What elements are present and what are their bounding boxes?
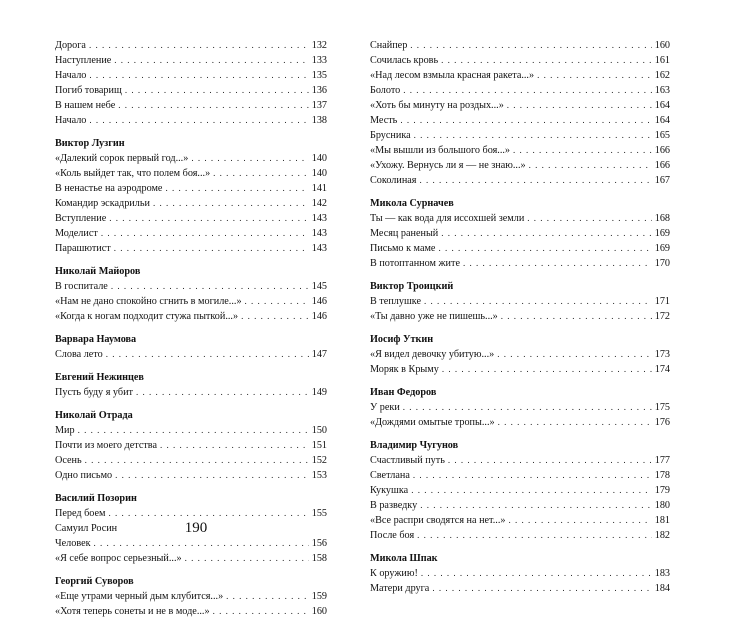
toc-entry <box>370 498 670 513</box>
entry-page-number: 153 <box>311 470 327 481</box>
dot-leader <box>463 256 652 271</box>
dot-leader <box>108 506 308 521</box>
entry-title: «Ты давно уже не пишешь...» <box>370 311 498 322</box>
dot-leader <box>115 468 309 483</box>
toc-entry <box>55 385 327 400</box>
author-section <box>55 332 327 362</box>
toc-entry <box>370 158 670 173</box>
dot-leader <box>191 151 308 166</box>
author-name: Иван Федоров <box>370 387 437 398</box>
toc-entry <box>55 38 327 53</box>
entry-title: Счастливый путь <box>370 455 445 466</box>
toc-entry <box>55 309 327 324</box>
entry-page-number: 182 <box>654 530 670 541</box>
entry-title: «Я себе вопрос серьезный...» <box>55 553 182 564</box>
entry-title: «Хотя теперь сонеты и не в моде...» <box>55 606 210 617</box>
dot-leader <box>241 309 309 324</box>
toc-entry <box>55 468 327 483</box>
toc-entry <box>370 173 670 188</box>
entry-title: Одно письмо <box>55 470 113 481</box>
entry-title: Брусника <box>370 130 411 141</box>
entry-page-number: 136 <box>311 85 327 96</box>
toc-entry <box>55 166 327 181</box>
entry-page-number: 168 <box>654 213 670 224</box>
entry-title: Дорога <box>55 40 86 51</box>
page-number: 190 <box>184 520 208 536</box>
author-section <box>370 332 670 377</box>
entry-title: Снайпер <box>370 40 408 51</box>
entry-title: В ненастье на аэродроме <box>55 183 163 194</box>
toc-entry <box>370 98 670 113</box>
entry-page-number: 172 <box>654 311 670 322</box>
entry-title: «Далекий сорок первый год...» <box>55 153 189 164</box>
entry-page-number: 183 <box>654 568 670 579</box>
author-name: Микола Сурначев <box>370 198 454 209</box>
toc-entry <box>55 53 327 68</box>
toc-entry <box>370 362 670 377</box>
toc-entry <box>55 506 327 521</box>
entry-title: Моделист <box>55 228 98 239</box>
entry-page-number: 147 <box>311 349 327 360</box>
entry-title: Погиб товарищ <box>55 85 122 96</box>
dot-leader <box>410 38 651 53</box>
toc-entry <box>370 581 670 596</box>
entry-page-number: 178 <box>654 470 670 481</box>
toc-entry <box>55 294 327 309</box>
entry-page-number: 146 <box>311 311 327 322</box>
dot-leader <box>527 211 651 226</box>
entry-title: Соколиная <box>370 175 417 186</box>
dot-leader <box>226 589 309 604</box>
entry-title: Мир <box>55 425 75 436</box>
author-name: Микола Шпак <box>370 553 438 564</box>
dot-leader <box>413 468 652 483</box>
toc-entry <box>55 347 327 362</box>
author-section <box>370 196 670 271</box>
dot-leader <box>432 581 651 596</box>
dot-leader <box>89 113 308 128</box>
entry-page-number: 152 <box>311 455 327 466</box>
entry-page-number: 165 <box>654 130 670 141</box>
entry-page-number: 161 <box>654 55 670 66</box>
toc-entry <box>370 468 670 483</box>
toc-entry <box>55 604 327 619</box>
author-name: Виктор Лузгин <box>55 138 125 149</box>
entry-title: Слова лето <box>55 349 103 360</box>
toc-entry <box>55 211 327 226</box>
toc-entry <box>55 98 327 113</box>
author-section <box>55 370 327 400</box>
entry-page-number: 132 <box>311 40 327 51</box>
entry-page-number: 143 <box>311 213 327 224</box>
author-name: Василий Позорин <box>55 493 137 504</box>
entry-page-number: 159 <box>311 591 327 602</box>
author-name: Георгий Суворов <box>55 576 134 587</box>
toc-entry <box>55 423 327 438</box>
toc-entry <box>370 528 670 543</box>
dot-leader <box>213 166 309 181</box>
entry-title: Светлана <box>370 470 410 481</box>
dot-leader <box>414 128 652 143</box>
entry-title: Перед боем <box>55 508 106 519</box>
toc-entry <box>370 241 670 256</box>
entry-page-number: 164 <box>654 100 670 111</box>
dot-leader <box>185 551 309 566</box>
entry-page-number: 160 <box>311 606 327 617</box>
entry-title: Моряк в Крыму <box>370 364 439 375</box>
dot-leader <box>441 226 651 241</box>
author-section <box>370 385 670 430</box>
entry-page-number: 167 <box>654 175 670 186</box>
entry-page-number: 146 <box>311 296 327 307</box>
entry-page-number: 149 <box>311 387 327 398</box>
toc-entry <box>370 128 670 143</box>
author-name: Владимир Чугунов <box>370 440 459 451</box>
dot-leader <box>498 415 652 430</box>
toc-entry <box>370 38 670 53</box>
entry-page-number: 169 <box>654 243 670 254</box>
dot-leader <box>507 98 652 113</box>
entry-title: Матери друга <box>370 583 430 594</box>
dot-leader <box>85 453 309 468</box>
dot-leader <box>448 453 652 468</box>
dot-leader <box>400 113 651 128</box>
entry-page-number: 143 <box>311 243 327 254</box>
entry-page-number: 155 <box>311 508 327 519</box>
dot-leader <box>114 53 308 68</box>
entry-title: У реки <box>370 402 400 413</box>
toc-entry <box>55 536 327 551</box>
entry-page-number: 169 <box>654 228 670 239</box>
dot-leader <box>101 226 309 241</box>
dot-leader <box>136 385 309 400</box>
toc-entry <box>370 113 670 128</box>
entry-title: «Когда к ногам подходит стужа пыткой...» <box>55 311 239 322</box>
toc-entry <box>370 483 670 498</box>
toc-entry <box>370 566 670 581</box>
author-section <box>55 408 327 483</box>
dot-leader <box>419 173 651 188</box>
toc-entry <box>370 226 670 241</box>
entry-page-number: 163 <box>654 85 670 96</box>
entry-page-number: 181 <box>654 515 670 526</box>
entry-title: «Ухожу. Вернусь ли я — не знаю...» <box>370 160 526 171</box>
dot-leader <box>501 309 652 324</box>
dot-leader <box>111 279 309 294</box>
toc-entry <box>370 68 670 83</box>
dot-leader <box>508 513 651 528</box>
entry-title: «Мы вышли из большого боя...» <box>370 145 511 156</box>
dot-leader <box>537 68 652 83</box>
toc-right-column <box>370 38 670 596</box>
dot-leader <box>109 211 309 226</box>
author-section <box>55 38 327 128</box>
entry-page-number: 177 <box>654 455 670 466</box>
author-name: Николай Отрада <box>55 410 133 421</box>
toc-entry <box>370 294 670 309</box>
author-section <box>370 279 670 324</box>
author-name: Варвара Наумова <box>55 334 137 345</box>
dot-leader <box>94 536 309 551</box>
dot-leader <box>106 347 309 362</box>
dot-leader <box>78 423 309 438</box>
author-name: Николай Майоров <box>55 266 141 277</box>
entry-title: Самуил Росин <box>55 523 118 534</box>
toc-entry <box>55 83 327 98</box>
entry-title: Начало <box>55 115 87 126</box>
entry-page-number: 142 <box>311 198 327 209</box>
dot-leader <box>89 38 309 53</box>
entry-page-number: 166 <box>654 145 670 156</box>
dot-leader <box>153 196 309 211</box>
entry-title: Осень <box>55 455 82 466</box>
entry-page-number: 133 <box>311 55 327 66</box>
toc-entry <box>55 453 327 468</box>
dot-leader <box>245 294 309 309</box>
entry-title: К оружию! <box>370 568 418 579</box>
entry-page-number: 180 <box>654 500 670 511</box>
entry-title: «Над лесом взмыла красная ракета...» <box>370 70 535 81</box>
entry-title: В разведку <box>370 500 418 511</box>
entry-page-number: 151 <box>311 440 327 451</box>
dot-leader <box>125 83 309 98</box>
dot-leader <box>438 241 651 256</box>
dot-leader <box>160 438 309 453</box>
dot-leader <box>420 498 652 513</box>
entry-title: Начало <box>55 70 87 81</box>
toc-entry <box>370 513 670 528</box>
entry-title: Вступление <box>55 213 107 224</box>
entry-page-number: 137 <box>311 100 327 111</box>
entry-title: «Нам не дано спокойно сгнить в могиле...» <box>55 296 242 307</box>
toc-entry <box>55 68 327 83</box>
entry-page-number: 140 <box>311 168 327 179</box>
dot-leader <box>424 294 652 309</box>
dot-leader <box>114 241 309 256</box>
entry-page-number: 170 <box>654 258 670 269</box>
entry-page-number: 138 <box>311 115 327 126</box>
author-section <box>370 551 670 596</box>
entry-page-number: 173 <box>654 349 670 360</box>
toc-entry <box>370 143 670 158</box>
dot-leader <box>89 68 308 83</box>
toc-entry <box>370 256 670 271</box>
dot-leader <box>118 98 308 113</box>
entry-title: После боя <box>370 530 415 541</box>
entry-title: Кукушка <box>370 485 409 496</box>
entry-title: В нашем небе <box>55 100 116 111</box>
entry-title: Командир эскадрильи <box>55 198 150 209</box>
entry-title: Письмо к маме <box>370 243 436 254</box>
dot-leader <box>513 143 652 158</box>
entry-title: Наступление <box>55 55 112 66</box>
entry-page-number: 145 <box>311 281 327 292</box>
dot-leader <box>403 400 652 415</box>
entry-title: Месть <box>370 115 398 126</box>
toc-entry <box>370 400 670 415</box>
entry-page-number: 164 <box>654 115 670 126</box>
author-section <box>55 264 327 324</box>
entry-page-number: 171 <box>654 296 670 307</box>
toc-entry <box>55 151 327 166</box>
dot-leader <box>411 483 652 498</box>
entry-page-number: 174 <box>654 364 670 375</box>
entry-title: Человек <box>55 538 91 549</box>
toc-entry <box>370 415 670 430</box>
dot-leader <box>497 347 651 362</box>
toc-entry <box>55 438 327 453</box>
dot-leader <box>403 83 651 98</box>
entry-page-number: 141 <box>311 183 327 194</box>
entry-title: «Еще утрами черный дым клубится...» <box>55 591 224 602</box>
author-section <box>55 136 327 256</box>
dot-leader <box>442 362 652 377</box>
entry-page-number: 166 <box>654 160 670 171</box>
toc-entry <box>55 241 327 256</box>
entry-title: «Я видел девочку убитую...» <box>370 349 495 360</box>
entry-title: Сочилась кровь <box>370 55 439 66</box>
entry-page-number: 175 <box>654 402 670 413</box>
author-section <box>55 574 327 619</box>
entry-page-number: 150 <box>311 425 327 436</box>
entry-title: Пусть буду я убит <box>55 387 133 398</box>
entry-page-number: 140 <box>311 153 327 164</box>
author-name: Евгений Нежинцев <box>55 372 144 383</box>
toc-entry <box>55 226 327 241</box>
entry-title: «Хоть бы минуту на роздых...» <box>370 100 504 111</box>
dot-leader <box>421 566 652 581</box>
entry-title: Парашютист <box>55 243 111 254</box>
author-section <box>370 38 670 188</box>
toc-entry <box>370 83 670 98</box>
entry-title: В потоптанном жите <box>370 258 460 269</box>
toc-entry <box>55 196 327 211</box>
toc-entry <box>370 53 670 68</box>
entry-title: Ты — как вода для иссохшей земли <box>370 213 525 224</box>
entry-page-number: 176 <box>654 417 670 428</box>
entry-page-number: 156 <box>311 538 327 549</box>
entry-title: Болото <box>370 85 401 96</box>
entry-title: «Дождями омытые тропы...» <box>370 417 495 428</box>
toc-entry <box>55 113 327 128</box>
entry-title: В госпитале <box>55 281 108 292</box>
entry-page-number: 143 <box>311 228 327 239</box>
entry-title: «Все распри сводятся на нет...» <box>370 515 506 526</box>
entry-page-number: 158 <box>311 553 327 564</box>
toc-entry <box>370 347 670 362</box>
dot-leader <box>165 181 308 196</box>
dot-leader <box>529 158 652 173</box>
entry-page-number: 179 <box>654 485 670 496</box>
entry-title: «Коль выйдет так, что полем боя...» <box>55 168 211 179</box>
toc-entry <box>55 589 327 604</box>
entry-page-number: 135 <box>311 70 327 81</box>
toc-entry <box>55 551 327 566</box>
dot-leader <box>213 604 309 619</box>
toc-entry <box>370 453 670 468</box>
entry-title: Месяц раненый <box>370 228 439 239</box>
entry-title: Почти из моего детства <box>55 440 157 451</box>
toc-entry <box>370 211 670 226</box>
author-name: Виктор Троицкий <box>370 281 454 292</box>
dot-leader <box>417 528 652 543</box>
entry-page-number: 160 <box>654 40 670 51</box>
entry-title: В теплушке <box>370 296 422 307</box>
author-name: Иосиф Уткин <box>370 334 434 345</box>
toc-entry <box>55 279 327 294</box>
toc-entry <box>55 181 327 196</box>
entry-page-number: 184 <box>654 583 670 594</box>
entry-page-number: 162 <box>654 70 670 81</box>
toc-entry <box>370 309 670 324</box>
dot-leader <box>441 53 652 68</box>
author-section <box>370 438 670 543</box>
